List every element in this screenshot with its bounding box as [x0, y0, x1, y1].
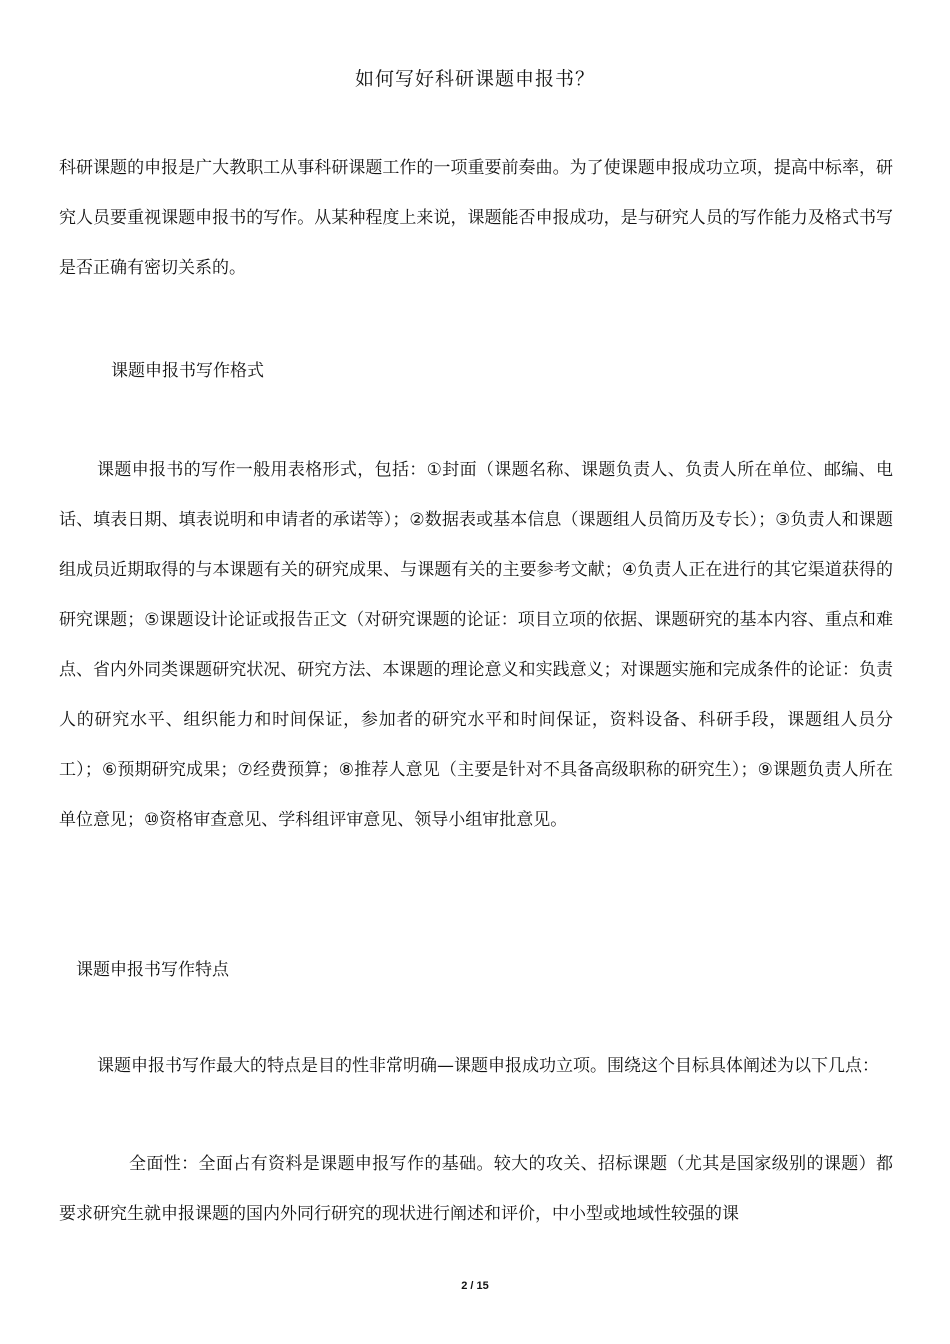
section-heading-format: 课题申报书写作格式 — [111, 361, 264, 381]
intro-paragraph: 科研课题的申报是广大教职工从事科研课题工作的一项重要前奏曲。为了使课题申报成功立项，提高中标率，研究人员要重视课题申报书的写作。从某种程度上来说，课题能否申报成功，是与研究人员的写作能力及格式书写是否正确有密切关系的。 — [59, 158, 893, 278]
format-paragraph: 课题申报书的写作一般用表格形式，包括：①封面（课题名称、课题负责人、负责人所在单位、邮编、电话、填表日期、填表说明和申请者的承诺等）；②数据表或基本信息（课题组人员简历及专长）；③负责人和课题组成员近期取得的与本课题有关的研究成果、与课题有关的主要参考文献；④负责人正在进行的其它渠道获得的研究课题；⑤课题设计论证或报告正文（对研究课题的论证：项目立项的依据、课题研究的基本内容、重点和难点、省内外同类课题研究状况、研究方法、本课题的理论意义和实践意义；对课题实施和完成条件的论证：负责人的研究水平、组织能力和时间保证，参加者的研究水平和时间保证，资料设备、科研手段，课题组人员分工）；⑥预期研究成果；⑦经费预算；⑧推荐人意见（主要是针对不具备高级职称的研究生）；⑨课题负责人所在单位意见；⑩资格审查意见、学科组评审意见、领导小组审批意见。 — [59, 460, 893, 830]
document-title: 如何写好科研课题申报书？ — [354, 68, 595, 90]
comprehensiveness-paragraph: 全面性：全面占有资料是课题申报写作的基础。较大的攻关、招标课题（尤其是国家级别的课题）都要求研究生就申报课题的国内外同行研究的现状进行阐述和评价，中小型或地域性较强的课 — [59, 1154, 893, 1224]
features-paragraph: 课题申报书写作最大的特点是目的性非常明确—课题申报成功立项。围绕这个目标具体阐述为以下几点： — [97, 1056, 879, 1076]
section-heading-features: 课题申报书写作特点 — [76, 960, 229, 980]
page-number: 2 / 15 — [461, 1280, 489, 1292]
